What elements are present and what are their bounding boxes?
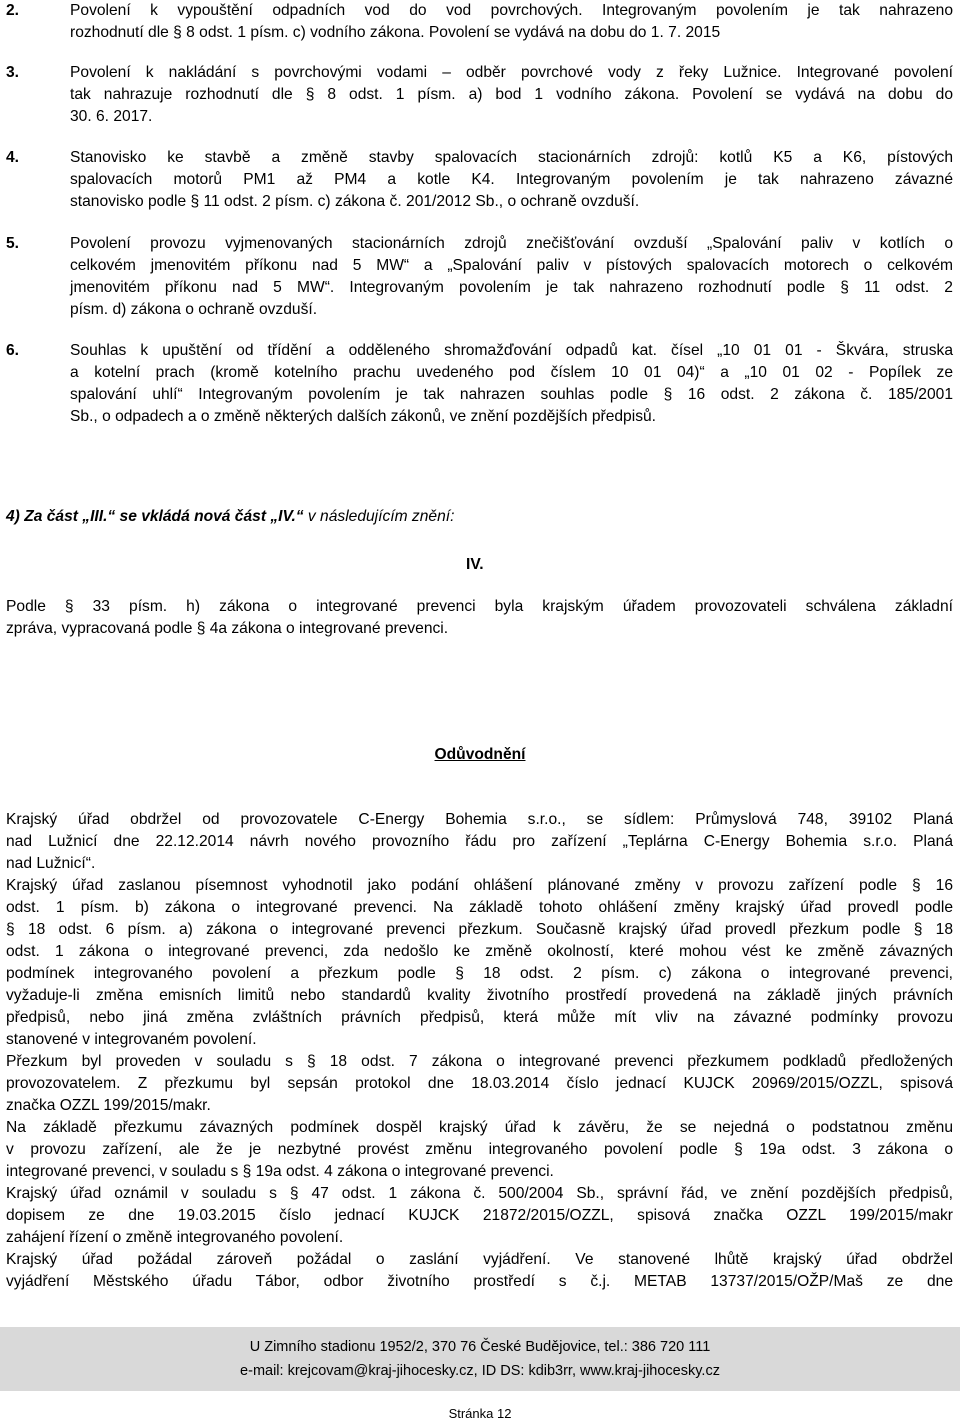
justification-line: dopisem ze dne 19.03.2015 číslo jednací KUJCK 21872/2015/OZZL, spisová značka OZZL 199/2015/makr [6,1207,953,1224]
footer-contact: e-mail: krejcovam@kraj-jihocesky.cz, ID DS: kdib3rr, www.kraj-jihocesky.cz [240,1363,720,1379]
section-iv-heading [6,508,960,526]
justification-line: předpisů, nebo jiná změna zvláštních právních předpisů, která může mít vliv na závazné podmínky provozu [6,1009,953,1026]
list-item-line: stanovisko podle § 11 odst. 2 písm. c) zákona č. 201/2012 Sb., o ochraně ovzduší. [70,193,640,210]
justification-line: provozovatelem. Z přezkumu byl sepsán protokol dne 18.03.2014 číslo jednací KUJCK 20969/2015/OZZL, spisová [6,1075,953,1092]
justification-line: Krajský úřad zaslanou písemnost vyhodnotil jako podání ohlášení plánované změny v provozu zařízení podle § 16 [6,877,953,894]
list-item-line: 30. 6. 2017. [70,108,153,125]
justification-line: značka OZZL 199/2015/makr. [6,1097,211,1114]
section-iv-text-line: zpráva, vypracovaná podle § 4a zákona o integrované prevenci. [6,620,449,637]
justification-heading: Odůvodnění [434,746,526,763]
justification-line: Krajský úřad požádal zároveň požádal o zaslání vyjádření. Ve stanovené lhůtě krajský úřad obdržel [6,1251,953,1268]
justification-line: odst. 1 písm. b) zákona o integrované prevenci. Na základě tohoto ohlášení změny krajský úřad provedl podle [6,899,953,916]
justification-line: v provozu zařízení, ale že je nezbytné provést změnu integrovaného povolení podle § 19a odst. 3 zákona o [6,1141,953,1158]
list-item-line: spalování uhlí“ Integrovaným povolením je tak nahrazen souhlas podle § 16 odst. 2 zákona č. 185/2001 [70,386,953,403]
list-item-line: rozhodnutí dle § 8 odst. 1 písm. c) vodního zákona. Povolení se vydává na dobu do 1. 7. 2015 [70,24,721,41]
justification-line: vyžaduje-li změna emisních limitů nebo standardů kvality životního prostředí provedená na základě jiných právních [6,987,953,1004]
justification-line: podmínek integrovaného povolení a přezkum podle § 18 odst. 2 písm. c) zákona o integrované prevenci, [6,965,953,982]
list-item-line: písm. d) zákona o ochraně ovzduší. [70,301,318,318]
list-item-line: Souhlas k upuštění od třídění a odděleného shromažďování odpadů kat. čísel „10 01 01 - Škvára, struska [70,342,953,359]
section-iv-numeral: IV. [466,556,484,573]
list-item-line: a kotelní prach (kromě kotelního prachu uvedeného pod číslem 10 01 04)“ a „10 01 02 - Popílek ze [70,364,953,381]
list-item-number: 4. [6,149,20,166]
section-iv-text-line: Podle § 33 písm. h) zákona o integrované prevenci byla krajským úřadem provozovateli schválena základní [6,598,953,615]
list-item-number: 5. [6,235,20,252]
list-item-number: 6. [6,342,20,359]
list-item-line: jmenovitém příkonu nad 5 MW“. Integrovaným povolením je tak nahrazeno rozhodnutí podle § 11 odst. 2 [70,279,953,296]
justification-line: Na základě přezkumu závazných podmínek dospěl krajský úřad k závěru, že se nejedná o podstatnou změnu [6,1119,953,1136]
justification-line: odst. 1 zákona o integrované prevenci, zda nedošlo ke změně okolností, které mohou vést ke změně závazných [6,943,953,960]
list-item-number: 3. [6,64,20,81]
justification-line: § 18 odst. 6 písm. a) zákona o integrované prevenci přezkum. Současně krajský úřad provedl přezkum podle § 18 [6,921,953,938]
list-item-line: tak nahrazuje rozhodnutí dle § 8 odst. 1 písm. a) bod 1 vodního zákona. Povolení se vydává na dobu do [70,86,953,103]
footer-box [0,1327,960,1391]
list-item-line: Povolení k vypouštění odpadních vod do vod povrchových. Integrovaným povolením je tak nahrazeno [70,2,953,19]
page-number: Stránka 12 [448,1406,512,1421]
justification-line: integrované prevenci, v souladu s § 19a odst. 4 zákona o integrované prevenci. [6,1163,554,1180]
list-item-number: 2. [6,2,20,19]
justification-line: stanovené v integrovaném povolení. [6,1031,257,1048]
list-item-line: celkovém jmenovitém příkonu nad 5 MW“ a „Spalování paliv v pístových spalovacích motorech o celkovém [70,257,953,274]
footer-address: U Zimního stadionu 1952/2, 370 76 České Budějovice, tel.: 386 720 111 [249,1339,711,1355]
justification-line: nad Lužnicí“. [6,855,96,872]
list-item-line: Povolení k nakládání s povrchovými vodami – odběr povrchové vody z řeky Lužnice. Integrované povolení [70,64,953,81]
justification-line: Přezkum byl proveden v souladu s § 18 odst. 7 zákona o integrované prevenci přezkumem podkladů předložených [6,1053,953,1070]
section-iv-heading-main: 4) Za část „III.“ se vkládá nová část „IV.“ [6,508,304,525]
justification-line: zahájení řízení o změně integrovaného povolení. [6,1229,344,1246]
justification-line: vyjádření Městského úřadu Tábor, odbor životního prostředí s č.j. METAB 13737/2015/OŽP/Maš ze dne [6,1273,953,1290]
list-item-line: spalovacích motorů PM1 až PM4 a kotle K4. Integrovaným povolením je tak nahrazeno závazné [70,171,953,188]
list-item-line: Sb., o odpadech a o změně některých dalších zákonů, ve znění pozdějších předpisů. [70,408,656,425]
list-item-line: Povolení provozu vyjmenovaných stacionárních zdrojů znečišťování ovzduší „Spalování paliv v kotlích o [70,235,953,252]
section-iv-heading-tail: v následujícím znění: [303,508,455,525]
list-item-line: Stanovisko ke stavbě a změně stavby spalovacích stacionárních zdrojů: kotlů K5 a K6, pístových [70,149,953,166]
justification-line: Krajský úřad obdržel od provozovatele C-Energy Bohemia s.r.o., se sídlem: Průmyslová 748, 39102 Planá [6,811,953,828]
justification-line: nad Lužnicí dne 22.12.2014 návrh nového provozního řádu pro zařízení „Teplárna C-Energy Bohemia s.r.o. Planá [6,833,953,850]
justification-line: Krajský úřad oznámil v souladu s § 47 odst. 1 zákona č. 500/2004 Sb., správní řád, ve znění pozdějších předpisů, [6,1185,953,1202]
